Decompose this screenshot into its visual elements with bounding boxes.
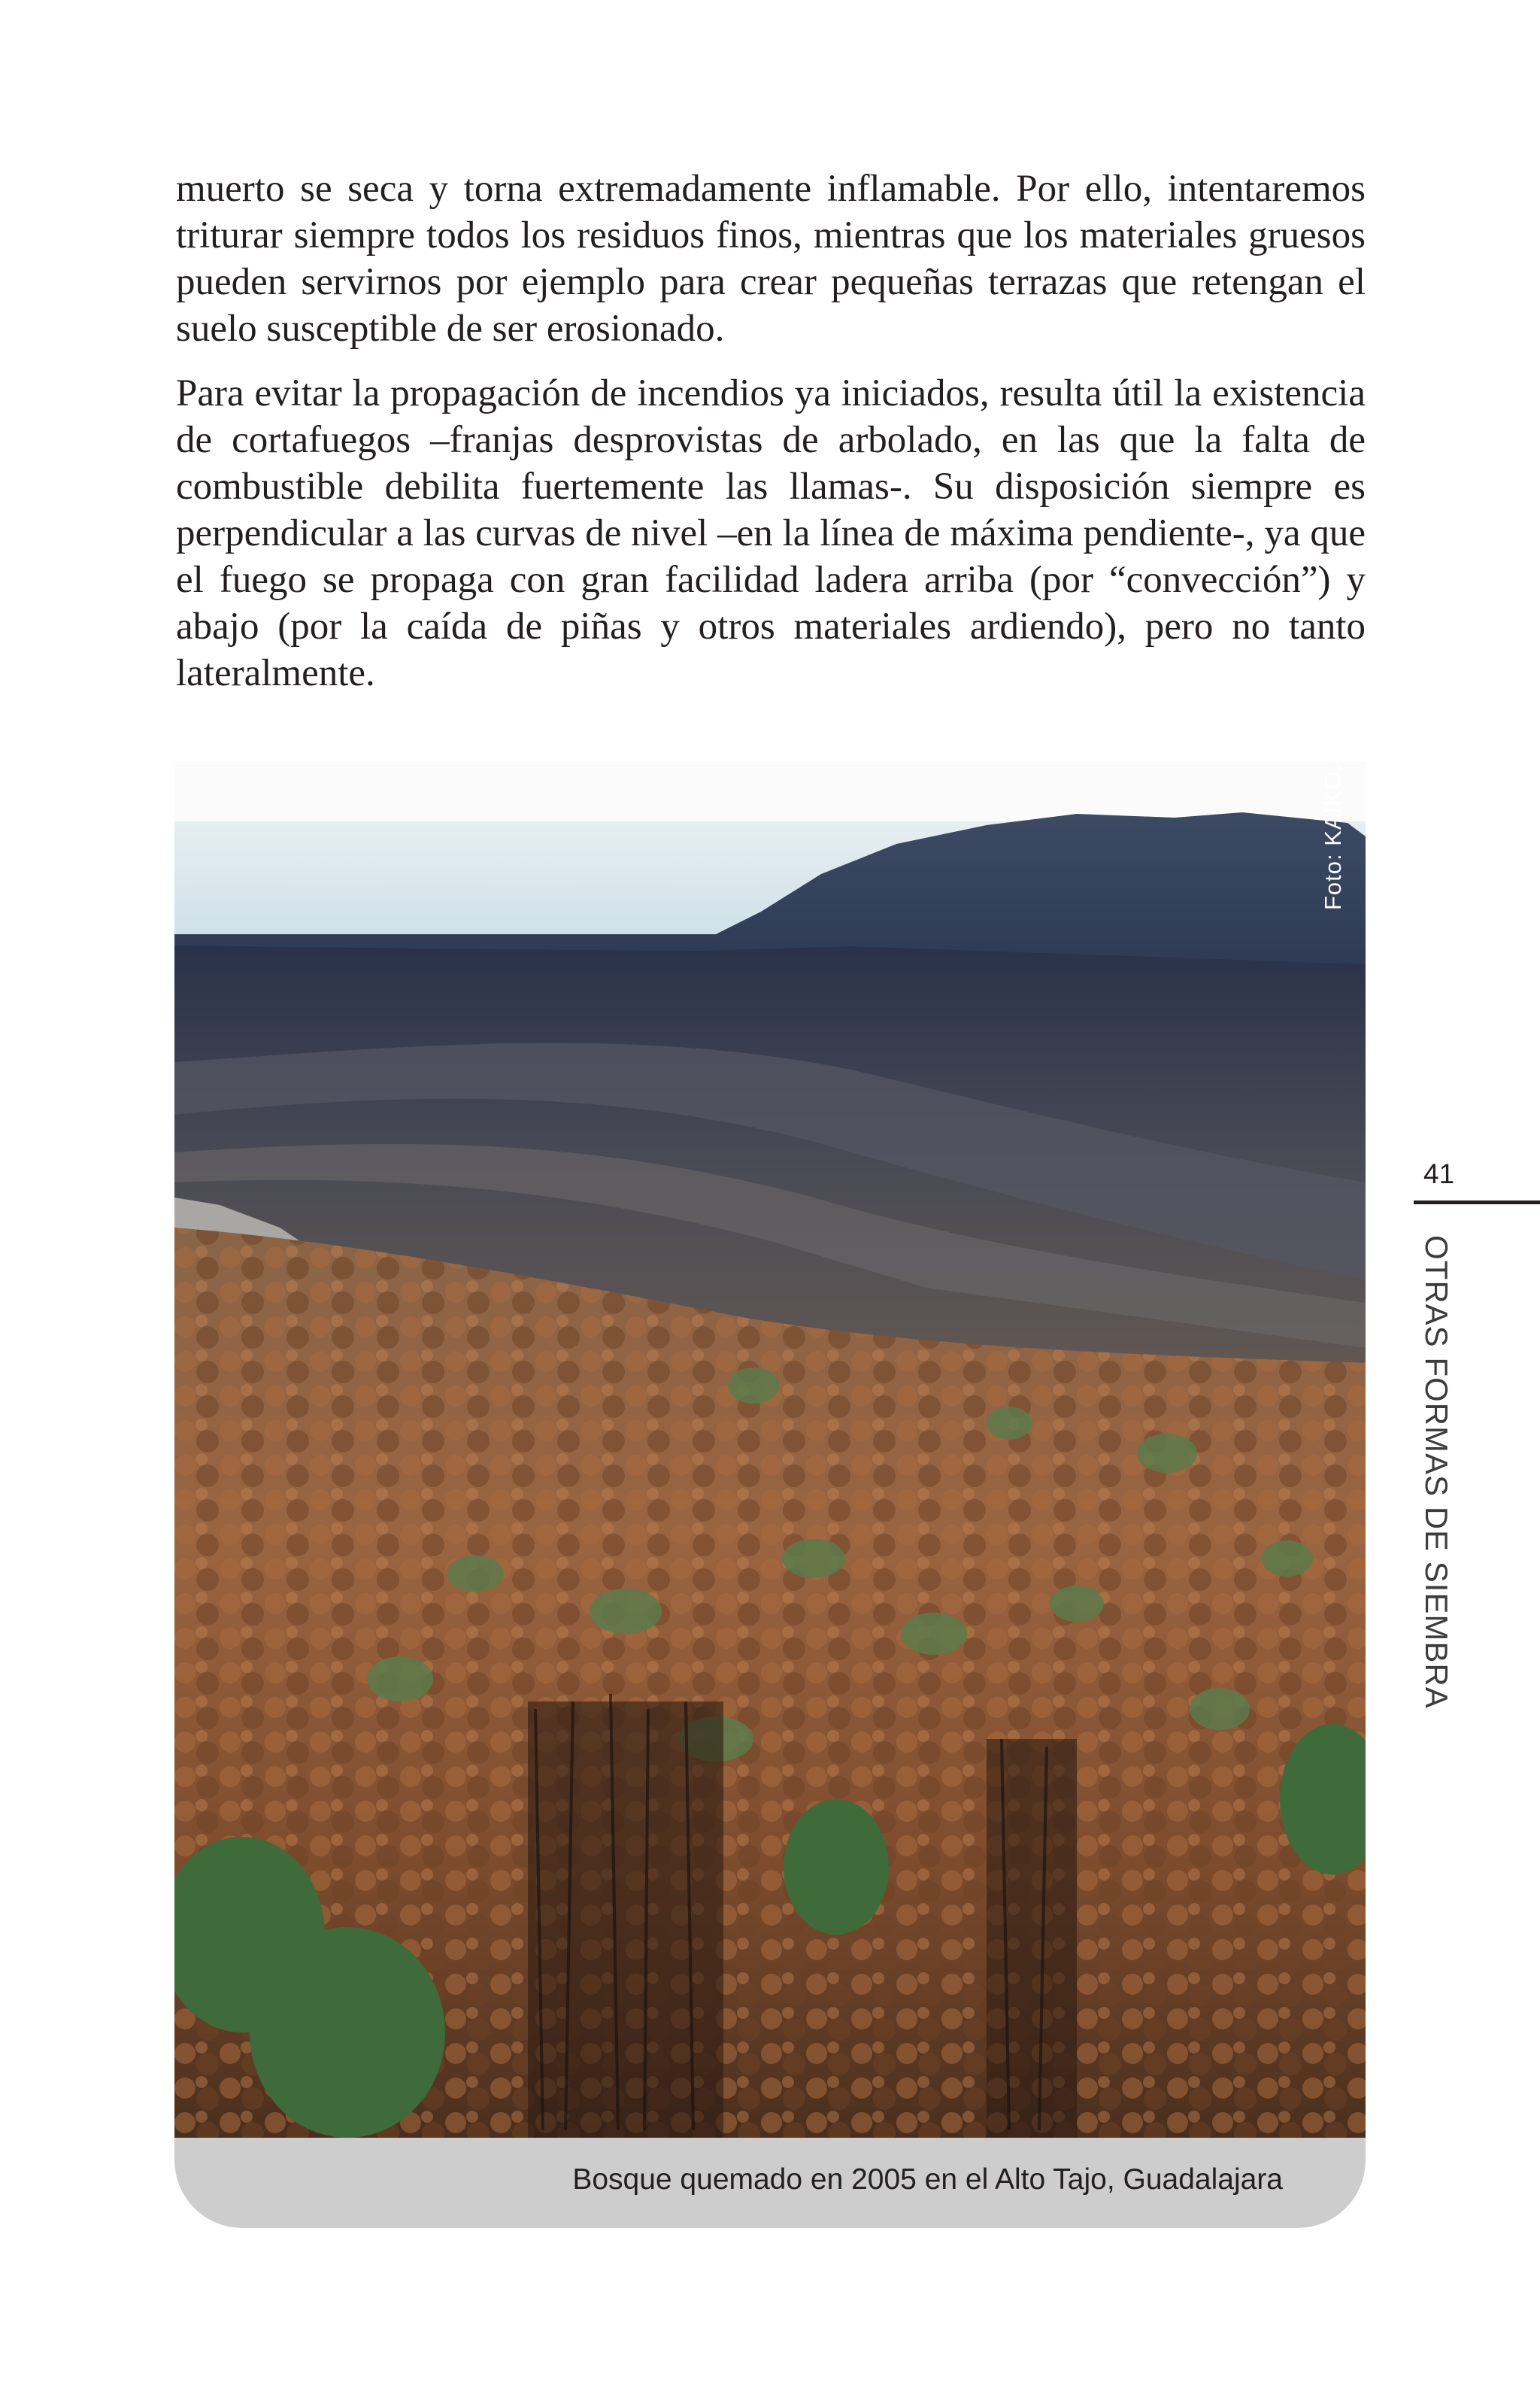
paragraph-2: Para evitar la propagación de incendios ya iniciados, resulta útil la existencia de cortafuegos –franjas desprovistas de arbolado, en las que la falta de combustible debilita fuertemente las llamas-. Su disposición siempre es perpendicular a las curvas de nivel –en la línea de máxima pendiente-, ya que el fuego se propaga con gran facilidad ladera arriba (por “convección”) y abajo (por la caída de piñas y otros materiales ardiendo), pero no tanto lateralmente.: [176, 372, 1366, 694]
figure: [174, 761, 1366, 2228]
burned-forest-photo: [174, 761, 1366, 2138]
page-number-rule: [1414, 1200, 1540, 1204]
body-text: [176, 165, 1366, 715]
figure-caption: Bosque quemado en 2005 en el Alto Tajo, Guadalajara: [572, 2163, 1283, 2196]
caption-bar: [174, 2138, 1366, 2228]
paragraph-1: muerto se seca y torna extremadamente inflamable. Por ello, intentaremos triturar siempre todos los residuos finos, mientras que los materiales gruesos pueden servirnos por ejemplo para crear pequeñas terrazas que retengan el suelo susceptible de ser erosionado.: [176, 168, 1366, 350]
photo-credit: Foto: KAIKO.es: [1320, 737, 1346, 910]
section-title: OTRAS FORMAS DE SIEMBRA: [1419, 1235, 1454, 1709]
page-number: 41: [1423, 1158, 1455, 1189]
